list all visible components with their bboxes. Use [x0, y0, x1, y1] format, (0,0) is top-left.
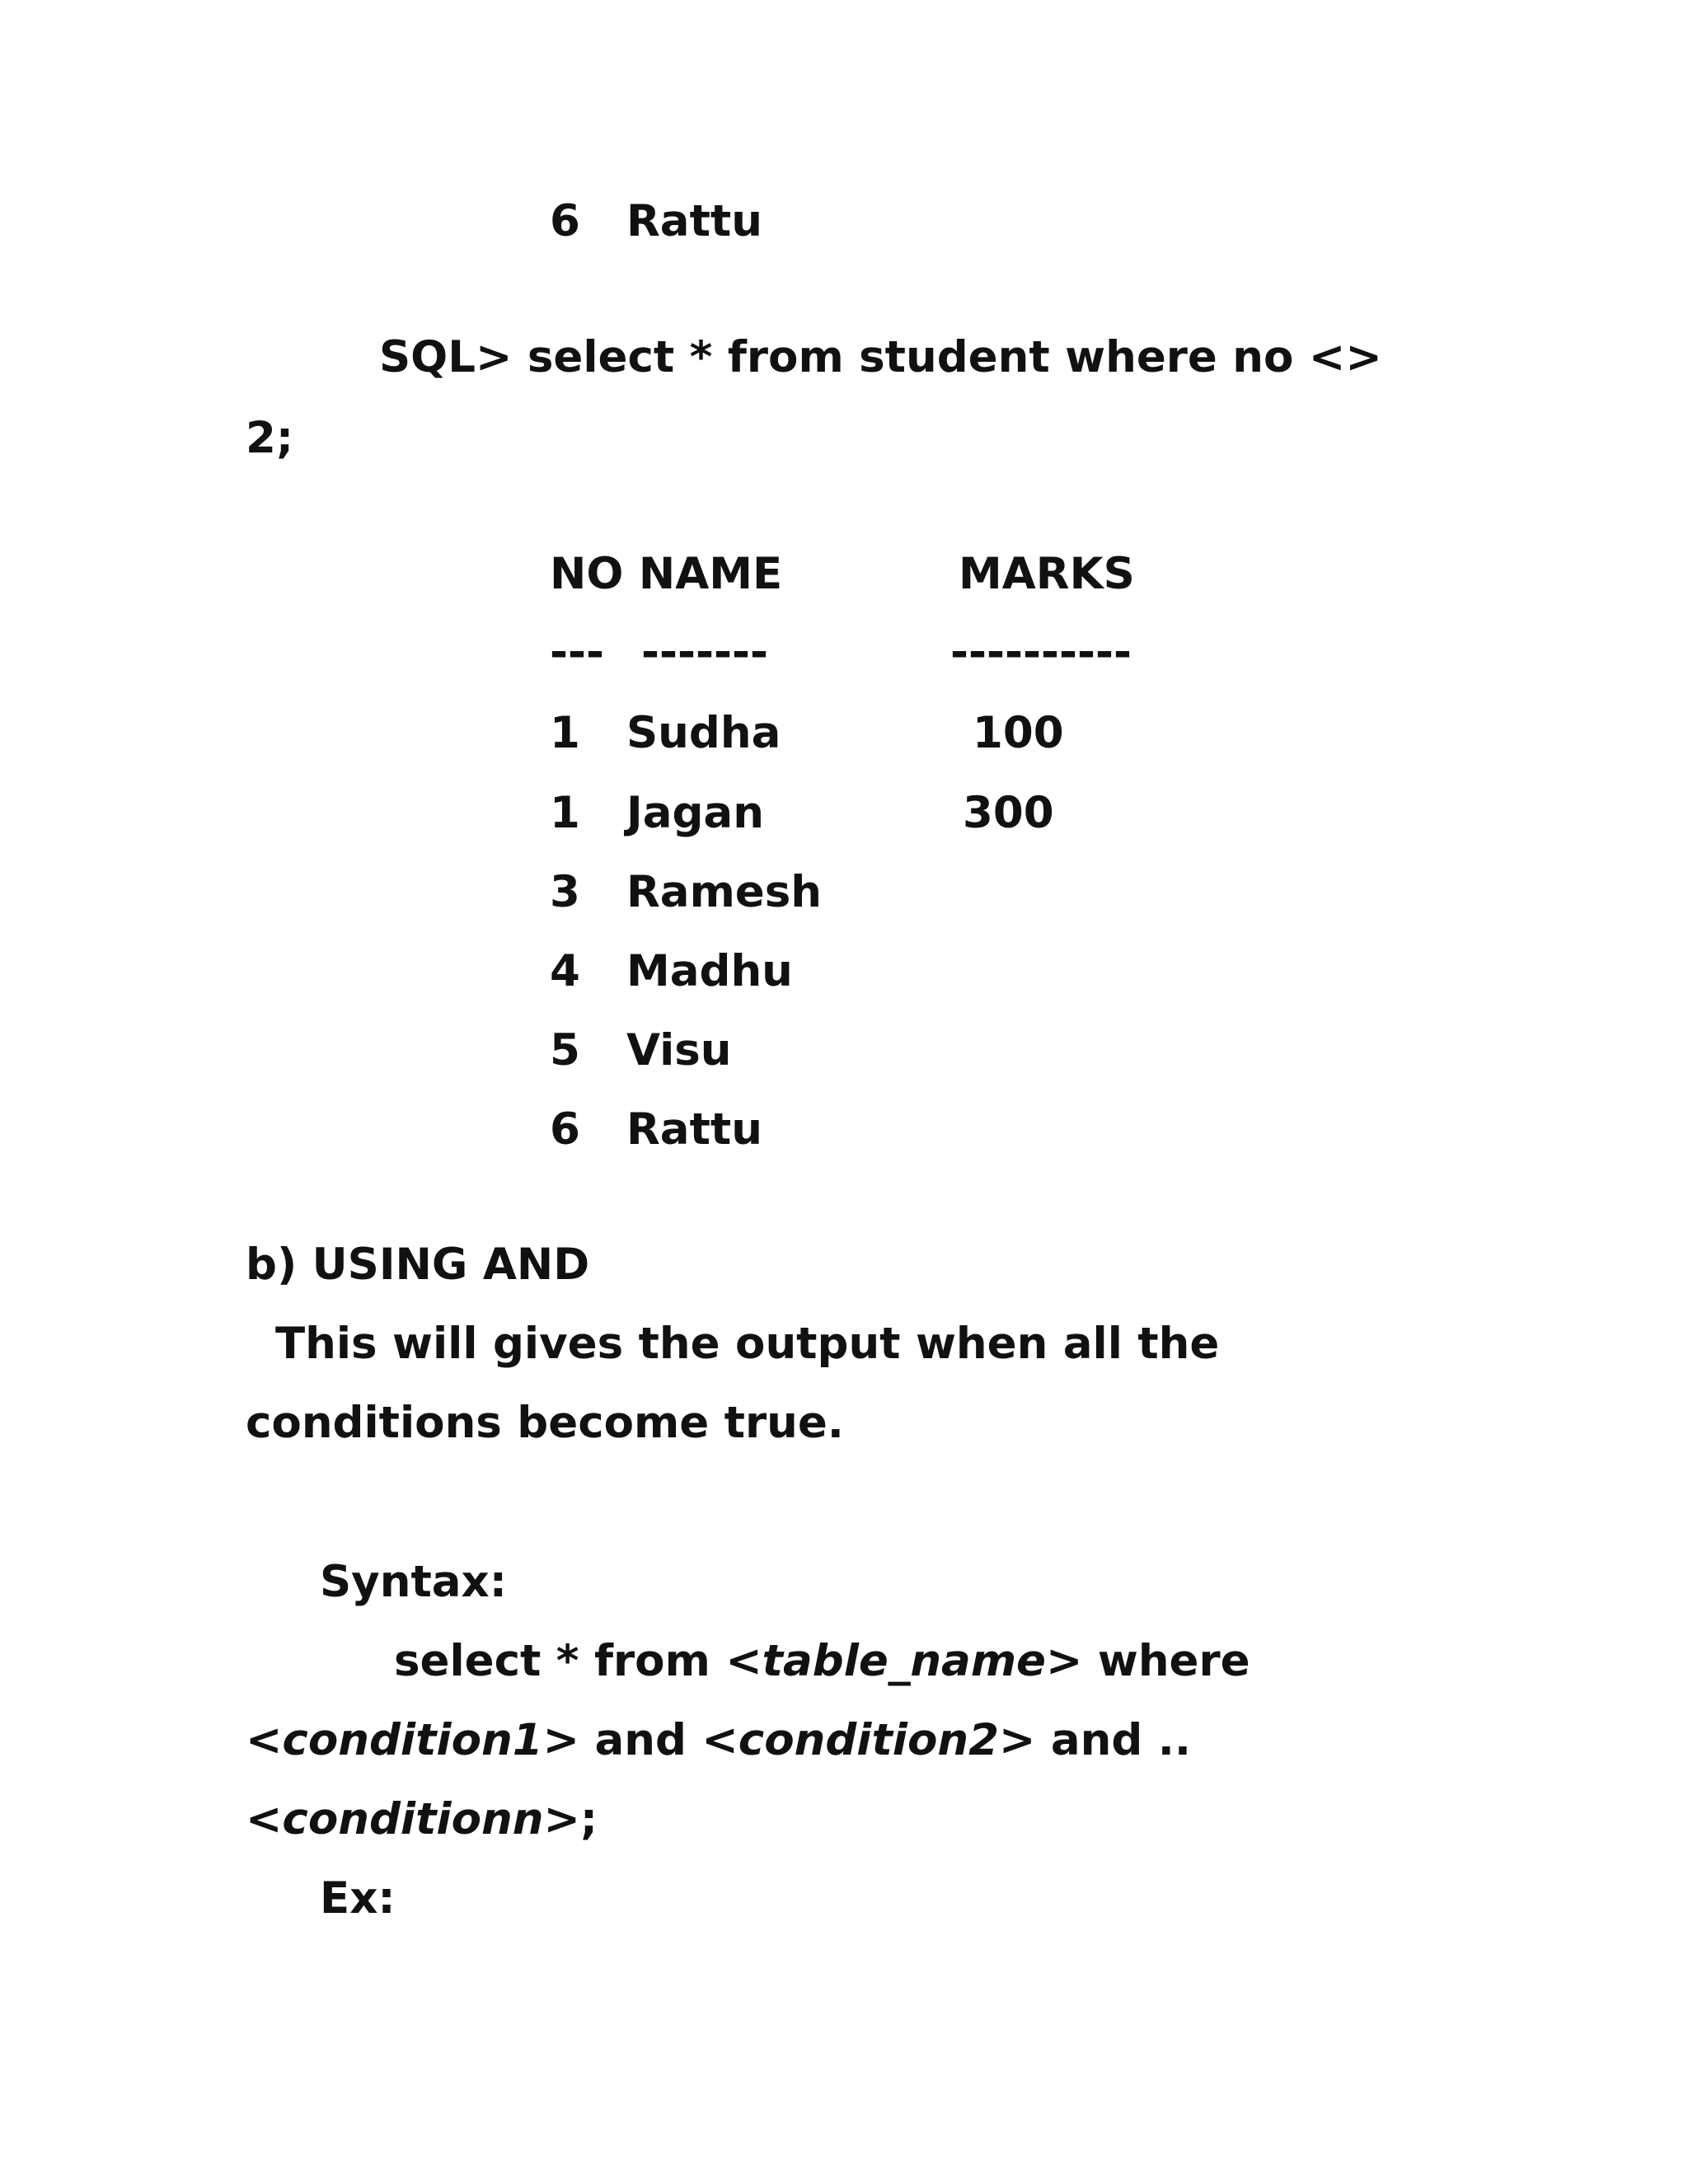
syntax-placeholder: condition2: [738, 1715, 999, 1765]
syntax-text: <: [246, 1715, 283, 1765]
row-name: Ramesh: [626, 867, 823, 917]
separator-name: -------: [641, 627, 768, 677]
row-no: 4: [550, 946, 580, 996]
separator-marks: ----------: [950, 627, 1132, 677]
syntax-text: >;: [543, 1794, 598, 1844]
sql-query-line1: SQL> select * from student where no <>: [379, 332, 1382, 382]
header-marks: MARKS: [959, 549, 1135, 599]
top-row-name: Rattu: [626, 196, 762, 246]
section-description-line2: conditions become true.: [246, 1398, 844, 1448]
top-row-no: 6: [550, 196, 580, 246]
syntax-placeholder: table_name: [762, 1636, 1046, 1686]
row-no: 3: [550, 867, 580, 917]
syntax-label: Syntax:: [320, 1557, 507, 1607]
row-name: Visu: [626, 1025, 732, 1076]
row-name: Jagan: [626, 788, 764, 838]
header-no-name: NO NAME: [550, 549, 783, 599]
syntax-text: > where: [1046, 1636, 1250, 1686]
separator-no: ---: [550, 627, 604, 677]
row-no: 1: [550, 708, 580, 758]
section-heading: b) USING AND: [246, 1240, 590, 1290]
section-description-line1: This will gives the output when all the: [275, 1319, 1220, 1369]
row-marks: 300: [963, 788, 1054, 838]
syntax-line1: [394, 1636, 1250, 1686]
syntax-text: <: [246, 1794, 283, 1844]
syntax-text: select * from <: [394, 1636, 762, 1686]
row-no: 6: [550, 1104, 580, 1155]
syntax-line2: [246, 1715, 1191, 1765]
row-marks: 100: [973, 708, 1064, 758]
row-name: Madhu: [626, 946, 793, 996]
syntax-text: > and <: [542, 1715, 738, 1765]
sql-query-line2: 2;: [246, 413, 294, 463]
row-no: 1: [550, 788, 580, 838]
syntax-text: > and ..: [998, 1715, 1191, 1765]
row-name: Sudha: [626, 708, 781, 758]
row-no: 5: [550, 1025, 580, 1076]
syntax-placeholder: condition1: [282, 1715, 543, 1765]
syntax-placeholder: conditionn: [282, 1794, 544, 1844]
row-name: Rattu: [626, 1104, 762, 1155]
example-label: Ex:: [320, 1873, 396, 1924]
syntax-line3: [246, 1794, 598, 1844]
